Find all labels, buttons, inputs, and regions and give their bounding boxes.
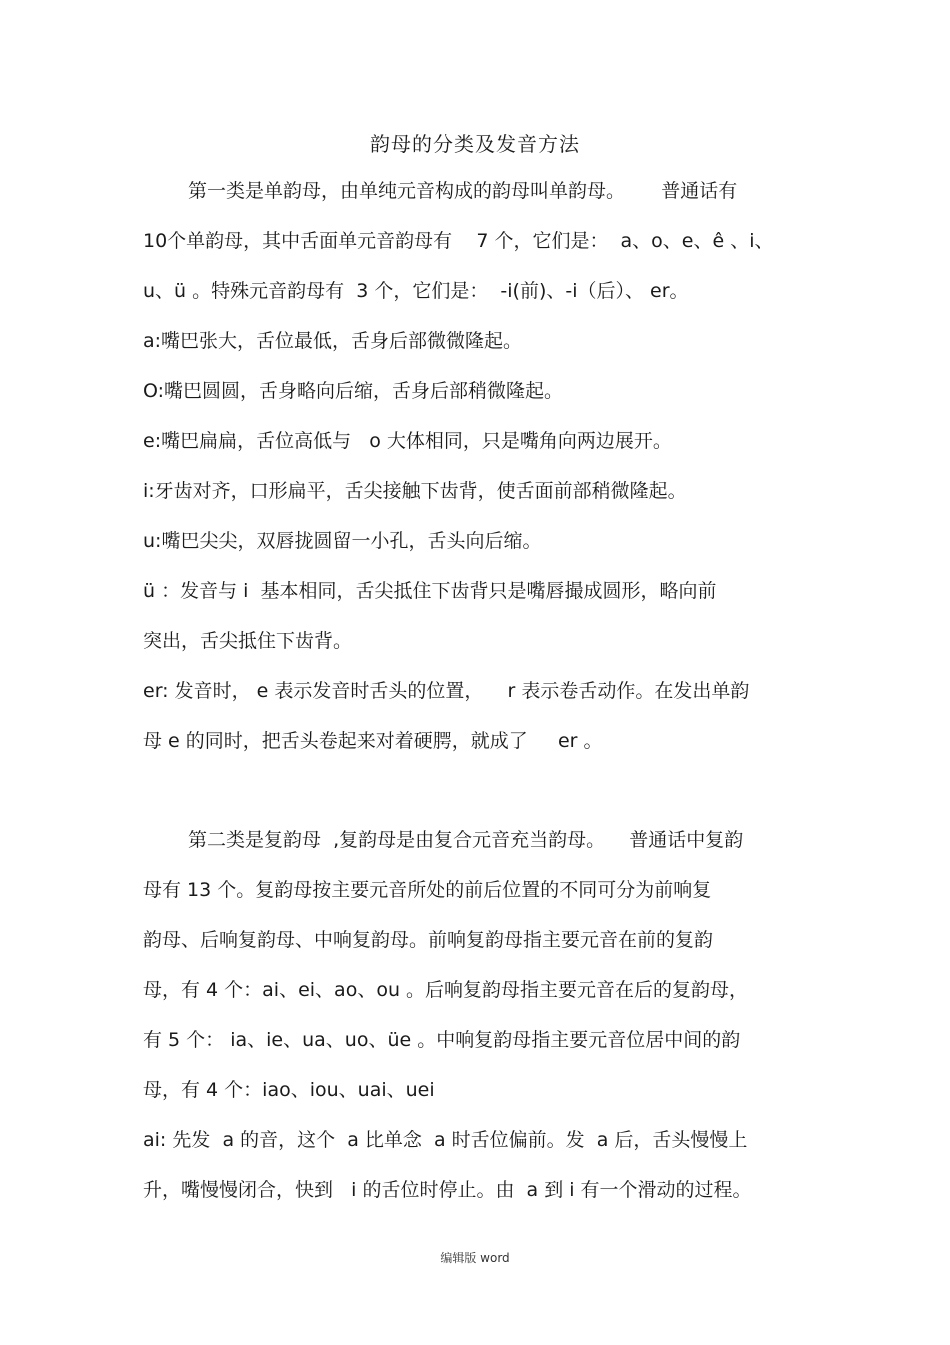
paragraph-line: 突出，舌尖抵住下齿背。 bbox=[143, 630, 353, 652]
paragraph-line: e:嘴巴扁扁，舌位高低与 o 大体相同，只是嘴角向两边展开。 bbox=[143, 430, 672, 452]
page-title: 韵母的分类及发音方法 bbox=[370, 132, 580, 156]
paragraph-line: 母，有 4 个：iao、iou、uai、uei bbox=[143, 1079, 435, 1101]
paragraph-line: u:嘴巴尖尖，双唇拢圆留一小孔，舌头向后缩。 bbox=[143, 530, 542, 552]
paragraph-line: 第一类是单韵母，由单纯元音构成的韵母叫单韵母。 普通话有 bbox=[188, 180, 738, 202]
paragraph-line: u、ü 。特殊元音韵母有 3 个，它们是： -i(前)、-i（后）、 er。 bbox=[143, 280, 689, 302]
paragraph-line: 母 e 的同时，把舌头卷起来对着硬腭，就成了 er 。 bbox=[143, 730, 603, 752]
paragraph-line: er: 发音时， e 表示发音时舌头的位置， r 表示卷舌动作。在发出单韵 bbox=[143, 680, 750, 702]
paragraph-line: i:牙齿对齐，口形扁平，舌尖接触下齿背，使舌面前部稍微隆起。 bbox=[143, 480, 687, 502]
paragraph-line: ai: 先发 a 的音，这个 a 比单念 a 时舌位偏前。发 a 后，舌头慢慢上 bbox=[143, 1129, 748, 1151]
page-footer: 编辑版 word bbox=[440, 1251, 510, 1265]
paragraph-line: ü ：发音与 i 基本相同，舌尖抵住下齿背只是嘴唇撮成圆形，略向前 bbox=[143, 580, 717, 602]
paragraph-line: 韵母、后响复韵母、中响复韵母。前响复韵母指主要元音在前的复韵 bbox=[143, 929, 714, 951]
paragraph-line: O:嘴巴圆圆，舌身略向后缩，舌身后部稍微隆起。 bbox=[143, 380, 564, 402]
paragraph-line: 有 5 个： ia、ie、ua、uo、üe 。中响复韵母指主要元音位居中间的韵 bbox=[143, 1029, 741, 1051]
paragraph-line: 母，有 4 个：ai、ei、ao、ou 。后响复韵母指主要元音在后的复韵母， bbox=[143, 979, 749, 1001]
paragraph-line: 母有 13 个。复韵母按主要元音所处的前后位置的不同可分为前响复 bbox=[143, 879, 712, 901]
paragraph-line: 10个单韵母，其中舌面单元音韵母有 7 个，它们是： a、o、e、ê 、i、 bbox=[143, 230, 774, 252]
paragraph-line: a:嘴巴张大，舌位最低，舌身后部微微隆起。 bbox=[143, 330, 523, 352]
paragraph-line: 第二类是复韵母 ,复韵母是由复合元音充当韵母。 普通话中复韵 bbox=[188, 829, 744, 851]
paragraph-line: 升，嘴慢慢闭合，快到 i 的舌位时停止。由 a 到 i 有一个滑动的过程。 bbox=[143, 1179, 752, 1201]
